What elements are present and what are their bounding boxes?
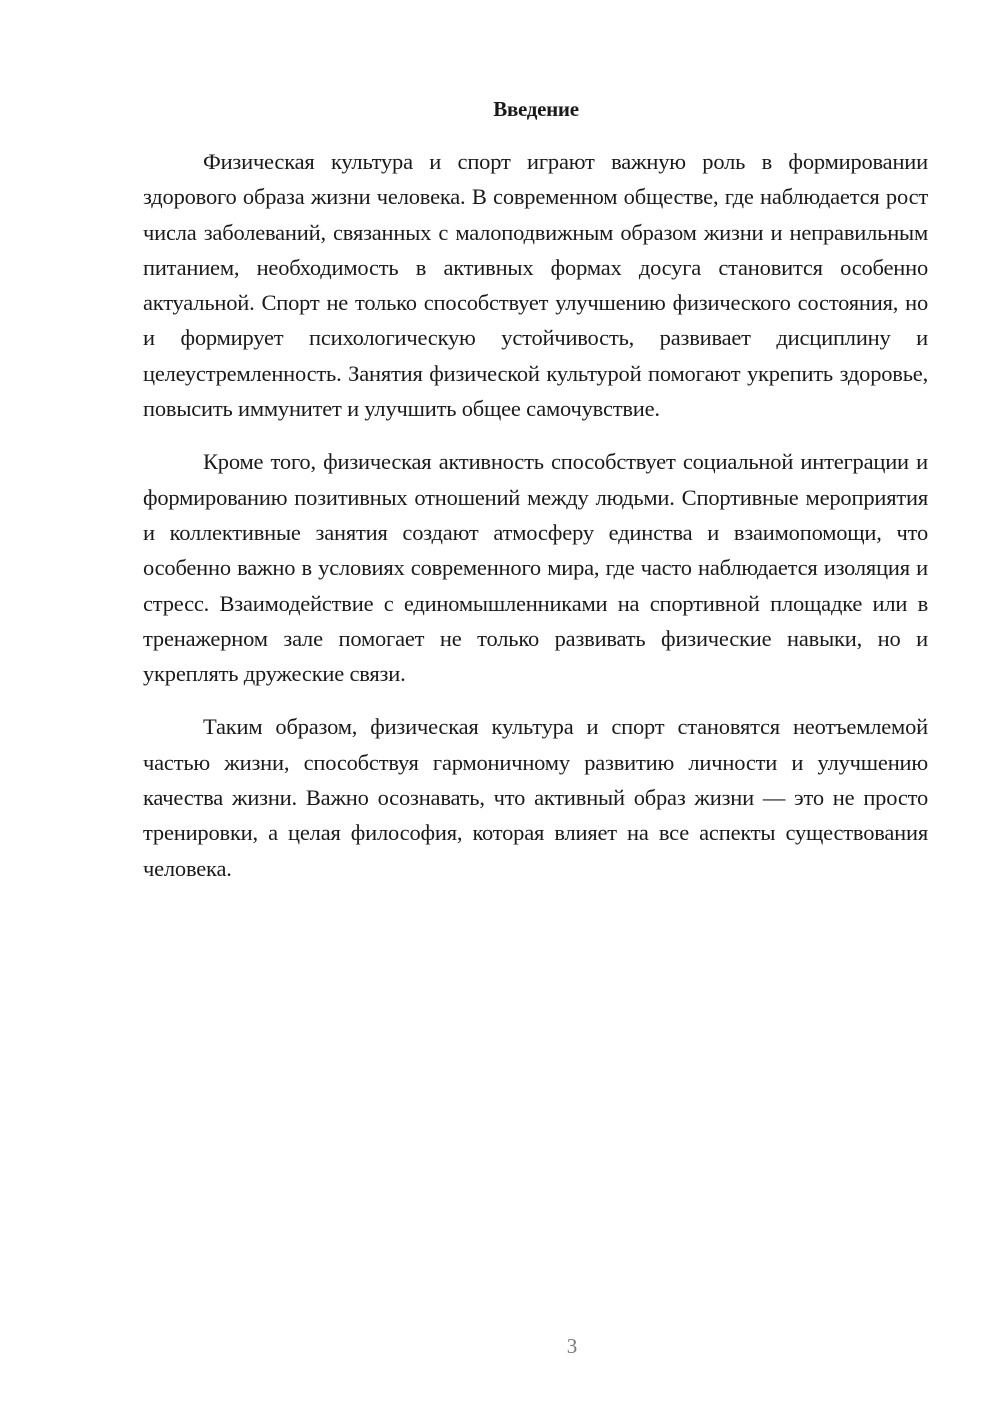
body-text [143,144,928,904]
paragraph-1: Физическая культура и спорт играют важную роль в формировании здорового образа жизни человека. В современном обществе, где наблюдается рост числа заболеваний, связанных с малоподвижным образом жизни и неправильным питанием, необходимость в активных формах досуга становится особенно актуальной. Спорт не только способствует улучшению физического состояния, но и формирует психологическую устойчивость, развивает дисциплину и целеустремленность. Занятия физической культурой помогают укрепить здоровье, повысить иммунитет и улучшить общее самочувствие. [143,149,928,422]
paragraph-2: Кроме того, физическая активность способствует социальной интеграции и формированию позитивных отношений между людьми. Спортивные мероприятия и коллективные занятия создают атмосферу единства и взаимопомощи, что особенно важно в условиях современного мира, где часто наблюдается изоляция и стресс. Взаимодействие с единомышленниками на спортивной площадке или в тренажерном зале помогает не только развивать физические навыки, но и укреплять дружеские связи. [143,449,928,687]
page-number: 3 [566,1334,578,1358]
paragraph-3: Таким образом, физическая культура и спорт становятся неотъемлемой частью жизни, способствуя гармоничному развитию личности и улучшению качества жизни. Важно осознавать, что активный образ жизни — это не просто тренировки, а целая философия, которая влияет на все аспекты существования человека. [143,714,928,881]
section-title: Введение [493,97,579,121]
